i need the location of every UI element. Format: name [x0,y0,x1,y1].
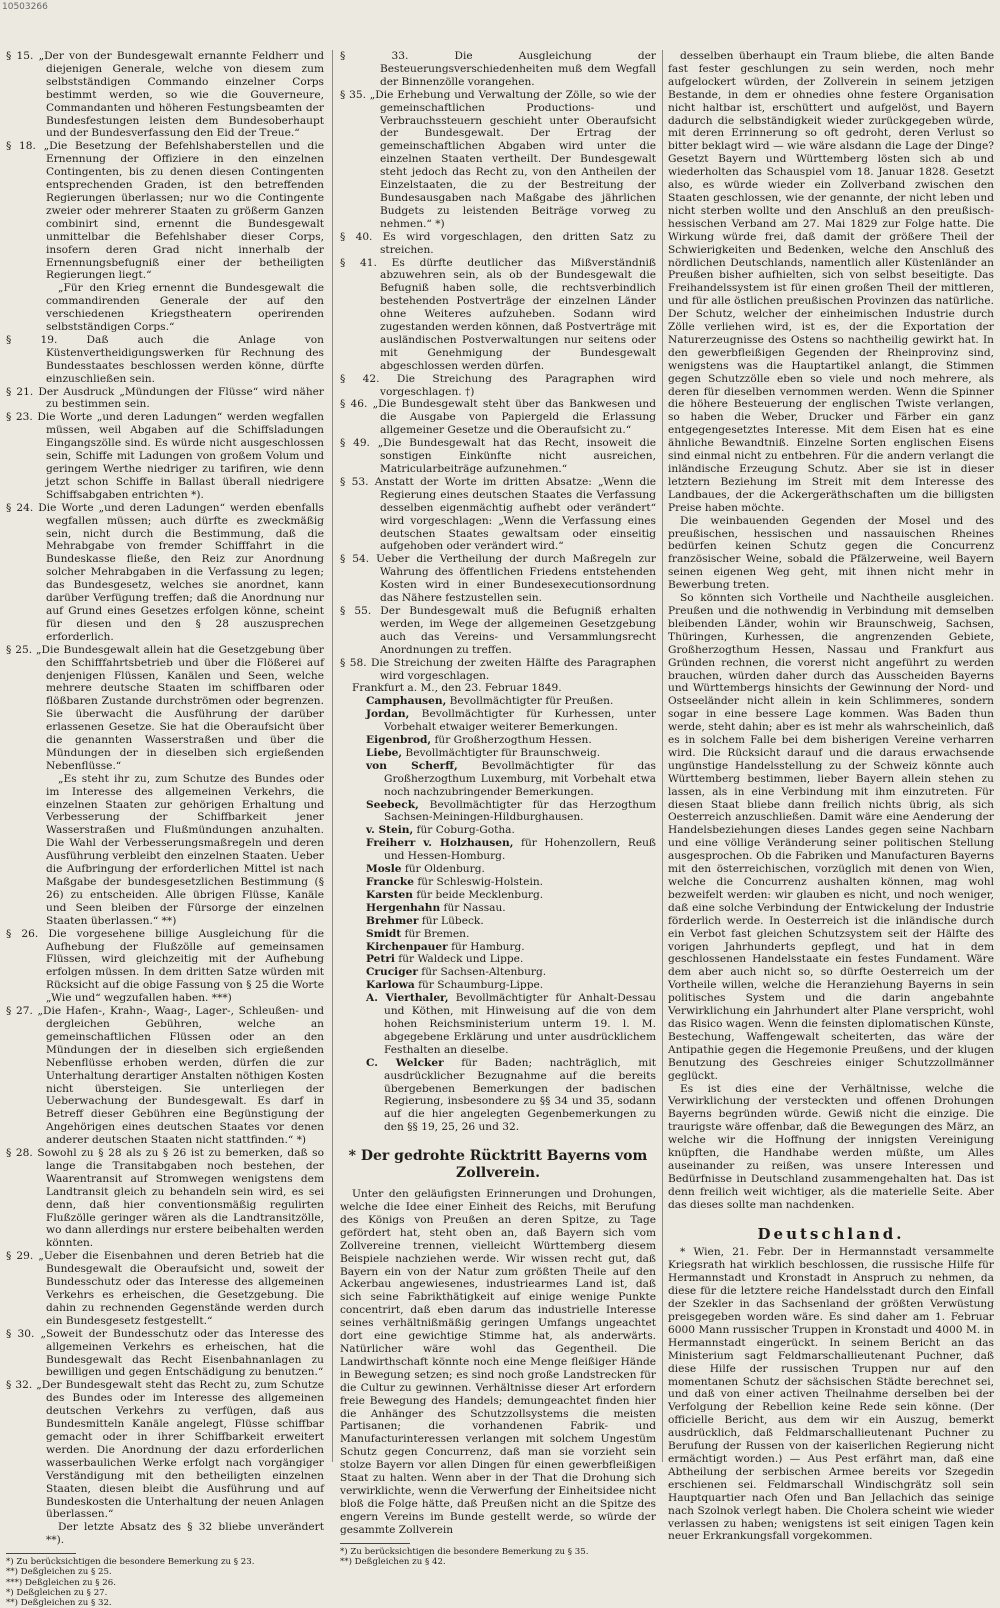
signature: Liebe, Bevollmächtigter für Braunschweig. [366,746,601,759]
signature: Francke für Schleswig-Holstein. [366,876,544,888]
signatory-name: Cruciger [366,966,418,979]
signature: Kirchenpauer für Hamburg. [366,940,525,953]
signatory-name: Camphausen, [366,695,447,708]
article-paragraph: So könnten sich Vortheile und Nachtheile ausgleichen. Preußen und die nothwendig in Verbindung mit demselben bleibenden Länder, wohin wir Braunschweig, Sachsen, Thüringen, Kurhessen, die angrenzenden Gebiete, Großherzogthum Hessen, Nassau und Frankfurt aus Gründen rechnen, die vorerst nicht angeführt zu werden brauchen, würden daher durch das Ausscheiden Bayerns und Württembergs hinsichts der Gewinnung der Nord- und Ostseeländer nicht allein in kein Schlimmeres, sondern sogar in eine bessere Lage kommen. Was Baden thun werde, steht dahin; aber es ist mehr als wahrscheinlich, daß es in solchem Falle bei dem bisherigen Vereine verharren wird. Die Rücksicht darauf und die daraus erwachsende ungünstige Handelsstellung zu der Schweiz könnte auch Württemberg bestimmen, lieber Bayern allein stehen zu lassen, als in eine Verbindung mit ihm einzutreten. Für diesen Staat bliebe dann freilich nichts übrig, als sich Oesterreich anzuschließen. Damit wäre eine Aenderung der Handelsbeziehungen dieses Landes gegen seine Nachbarn und eine völlige Veränderung seiner politischen Stellung ausgesprochen. Ob die Fabriken und Manufacturen Bayerns mit den österreichischen, vorzüglich mit denen von Wien, welche die Concurrenz aushalten können, mag wohl bezweifelt werden: wir glauben es nicht, und noch weniger, daß eine solche Verbindung der Entwickelung der Industrie förderlich werde. In Oesterreich ist die inländische durch ein Verbot fast gleichen Schutzsystem seit der Hälfte des vorigen Jahrhunderts gepflegt, und hat in dem geschlossenen Handelsstaate ein festes Fundament. Wäre dem aber auch nicht so, so dürfte Oesterreich um der Vortheile willen, welche die Heranziehung Bayerns in sein politisches System und die darin angebahnte Verwirklichung ein Jahrhundert alter Plane verspricht, wohl das Risico wagen. Wenn die feinsten diplomatischen Künste, Bestechung, Waffengewalt scheiterten, das wäre der Antipathie gegen die Hegemonie Preußens, und der klugen Benutzung des Geschreies einiger Schutzzollmänner geglückt. [668,592,994,1082]
section-paragraph: § 33. Die Ausgleichung der Besteuerungsverschiedenheiten muß dem Wegfall der Binnenzölle vorangehen. [340,50,656,88]
section-paragraph: § 32. „Der Bundesgewalt steht das Recht zu, zum Schutze des Bundes oder im Interesse des allgemeinen deutschen Verkehrs zu verfügen, daß aus Bundesmitteln Kanäle angelegt, Flüsse schiffbar gemacht oder in ihrer Schiffbarkeit erweitert werden. Die Anordnung der dazu erforderlichen wasserbaulichen Werke erfolgt nach vorgängiger Verständigung mit den betheiligten einzelnen Staaten, diesen bleibt die Ausführung und auf Bundeskosten die Unterhaltung der neuen Anlagen überlassen.“ [6,1379,324,1521]
signature: Karlowa für Schaumburg-Lippe. [366,979,544,992]
section-paragraph: § 23. Die Worte „und deren Ladungen“ werden wegfallen müssen, weil Abgaben auf die Schiffsladungen Eingangszölle sind. Es würde nicht ausgeschlossen sein, Schiffe mit Ladungen von großem Volum und geringem Werthe niedriger zu tarifiren, wie denn jetzt schon Schiffe in Ballast überall niedrigere Schiffsabgaben entrichten *). [6,411,324,501]
signatory-name: Petri [366,953,395,966]
signature: Smidt für Bremen. [366,927,470,940]
article-title: * Der gedrohte Rücktritt Bayerns vom Zollverein. [348,1148,648,1182]
column-left [6,50,324,1608]
footnote: *) Zu berücksichtigen die besondere Bemerkung zu § 35. [340,1546,589,1557]
section-paragraph: § 30. „Soweit der Bundesschutz oder das Interesse des allgemeinen Verkehrs es erheischen, hat die Bundesgewalt das Recht Eisenbahnanlagen zu bewilligen und gegen Entschädigung zu benutzen.“ [6,1327,324,1379]
signatory-name: Hergenhahn [366,901,441,914]
article-paragraph: desselben überhaupt ein Traum bliebe, die alten Bande fast fester geschlungen zu sein werden, noch mehr aufgelockert würden, der Zollverein in seinem jetzigen Bestande, in dem er ohnedies ohne festere Organisation nicht haltbar ist, erschüttert und aufgelöst, und Bayern dadurch die selbständigkeit wieder zurückgegeben würde, mit deren Errinnerung so oft gedroht, deren Verlust so bitter beklagt wird — wie wäre alsdann die Lage der Dinge? Gesetzt Bayern und Württemberg lösten sich ab und wiederholten das Schauspiel vom 18. Januar 1828. Gesetzt also, es würde wieder ein Zollverband zwischen den Staaten geschlossen, wie der genannte, der nicht leben und nicht sterben wollte und den Anschluß an den preußisch-hessischen Verband am 27. Mai 1829 zur Folge hatte. Die Wirkung würde frei, daß damit der größere Theil der Schwierigkeiten und Bedenken, welche den Anschluß des nördlichen Deutschlands, namentlich aller Küstenländer an Preußen bisher aufhielten, sich von selbst beseitigte. Das Freihandelssystem ist für einen großen Theil der mittleren, und für alle östlichen preußischen Provinzen das natürliche. Der Schutz, welcher der einheimischen Industrie durch Zölle verliehen wird, ist es, der die Exportation der Naturerzeugnisse des Ostens so nachtheilig gewirkt hat. In den gewerbfleißigen Gegenden der Rheinprovinz sind, wenigstens was die Hauptartikel anlangt, die Stimmen gegen Schutzzölle eben so viele und noch mehrere, als deren für dieselben vernommen werden. Wenn die Spinner die höhere Besteuerung der englischen Twiste verlangen, so haben die Weber, Drucker und Färber ein ganz entgegengesetztes Interesse. Mit dem Eisen hat es eine ähnliche Bewandtniß. Einzelne Sorten englischen Eisens sind einmal nicht zu entbehren. Für die andern verlangt die inländische Erzeugung Schutz. Aber sie ist in dieser letztern Beziehung im Streit mit dem Interesse des Landbaues, der die Ackergeräthschaften um die billigsten Preise haben möchte. [668,50,994,514]
signatory-name: Smidt [366,927,402,940]
footnote-rule [6,1553,76,1554]
section-paragraph: § 42. Die Streichung des Paragraphen wird vorgeschlagen. †) [340,372,656,398]
signature: Eigenbrod, für Großherzogthum Hessen. [366,734,592,747]
signature: C. Welcker für Baden; nachträglich, mit ausdrücklicher Bezugnahme auf die bereits übergebenen Bemerkungen der badischen Regierung, insbesondere zu §§ 34 und 35, sodann auf die hier angelegten Gegenbemerkungen zu den §§ 19, 25, 26 und 32. [366,1056,657,1134]
section-paragraph: § 26. Die vorgesehene billige Ausgleichung für die Aufhebung der Flußzölle auf gemeinsamen Flüssen, wird gleichzeitig mit der Aufhebung erfolgen müssen. In dem dritten Satze würden mit Rücksicht auf die obige Fassung von § 25 die Worte „Wie und“ wegzufallen haben. ***) [6,927,324,1005]
section-paragraph: § 15. „Der von der Bundesgewalt ernannte Feldherr und diejenigen Generale, welche von diesem zum selbstständigen Commando einzelner Corps bestimmt werden, so wie die Gouverneure, Commandanten und höheren Festungsbeamten der Bundesfestungen leisten dem Bundesoberhaupt und der Bundesverfassung den Eid der Treue.“ [6,50,324,140]
section-paragraph: § 54. Ueber die Vertheilung der durch Maßregeln zur Wahrung des öffentlichen Friedens entstehenden Kosten wird in einer Bundesexecutionsordnung das Nähere festzustellen sein. [340,553,656,605]
section-paragraph: § 46. „Die Bundesgewalt steht über das Bankwesen und die Ausgabe von Papiergeld die Erlassung allgemeiner Gesetze und die Oberaufsicht zu.“ [340,398,656,437]
signature: Brehmer für Lübeck. [366,914,484,927]
section-paragraph: § 27. „Die Hafen-, Krahn-, Waag-, Lager-, Schleußen- und dergleichen Gebühren, welche an gemeinschaftlichen Flüssen oder an den Mündungen der in dieselben sich ergießenden Nebenflüsse erhoben werden, dürfen die zur Unterhaltung derartiger Anstalten nöthigen Kosten nicht übersteigen. Sie unterliegen der Ueberwachung der Bundesgewalt. Es darf in Betreff dieser Gebühren eine Begünstigung der Angehörigen eines deutschen Staates vor denen anderer deutschen Staaten nicht stattfinden.“ *) [6,1005,324,1147]
article-paragraph: Die weinbauenden Gegenden der Mosel und des preußischen, hessischen und nassauischen Rheines bedürfen keinen Schutz gegen die Concurrenz französischer Weine, sobald die Pfälzerweine, weil Bayern seinen eigenen Weg geht, mit ihnen nicht mehr in Bewerbung treten. [668,514,994,592]
footnote: *) Deßgleichen zu § 27. [6,1587,108,1598]
signatory-name: Karlowa [366,979,415,992]
signatory-name: A. Vierthaler, [366,992,449,1005]
column-right [668,50,994,1543]
footnote: *) Zu berücksichtigen die besondere Bemerkung zu § 23. [6,1557,255,1568]
section-paragraph: § 55. Der Bundesgewalt muß die Befugniß erhalten werden, im Wege der allgemeinen Gesetzgebung auch das Vereins- und Versammlungsrecht Anordnungen zu treffen. [340,604,656,656]
section-paragraph: § 19. Daß auch die Anlage von Küstenvertheidigungswerken für Rechnung des Bundesstaates beschlossen werden könne, dürfte einzuschließen sein. [6,333,324,385]
signatory-name: Karsten [366,888,413,901]
section-paragraph: § 29. „Ueber die Eisenbahnen und deren Betrieb hat die Bundesgewalt die Oberaufsicht und, soweit der Bundesschutz oder das Interesse des allgemeinen Verkehrs es erheischen, die Gesetzgebung. Die dahin zu rechnenden Gegenstände werden durch ein Bundesgesetz festgestellt.“ [6,1250,324,1327]
section-paragraph: „Für den Krieg ernennt die Bundesgewalt die commandirenden Generale der auf den verschiedenen Kriegstheatern operirenden selbstständigen Corps.“ [46,282,324,334]
column-rule-left [332,50,333,1462]
section-paragraph: § 28. Sowohl zu § 28 als zu § 26 ist zu bemerken, daß so lange die Transitabgaben noch bestehen, der Waarentransit auf Stromwegen wenigstens dem Landtransit gleich zu behandeln sein wird, es sei denn, daß hier conventionsmäßig regulirten Flußzölle geringer wären als die Landtransitzölle, wo dann allerdings nur erstere beibehalten werden könnten. [6,1147,324,1250]
news-item: * Wien, 21. Febr. Der in Hermannstadt versammelte Kriegsrath hat wirklich beschlossen, die russische Hilfe für Hermannstadt und Kronstadt in Anspruch zu nehmen, da diese für die letztere reiche Handelsstadt durch den Einfall der Szekler in das Sachsenland der größten Verwüstung preisgegeben worden wäre. Es sind daher am 1. Februar 6000 Mann russischer Truppen in Kronstadt und 4000 M. in Hermannstadt eingerückt. In seinem Bericht an das Ministerium sagt Feldmarschallieutenant Puchner, daß diese Hilfe der russischen Truppen nur auf den momentanen Schutz der sächsischen Städte berechnet sei, und daß von einer activen Theilnahme derselben bei der Verfolgung der Rebellion keine Rede sein könne. (Der officielle Bericht, aus dem wir ein Auszug, bemerkt ausdrücklich, daß Feldmarschallieutenant Puchner zu Berufung der Russen von der kaiserlichen Regierung nicht ermächtigt worden.) — Aus Pest erfährt man, daß eine Abtheilung der serbischen Armee bereits vor Szegedin erschienen sei. Feldmarschall Windischgrätz soll sein Hauptquartier nach Ofen und Ban Jellachich das seinige nach Szolnok verlegt haben. Die Cholera scheint wie wieder verlassen zu haben; wenigstens ist seit einigen Tagen kein neuer Erkrankungsfall vorgekommen. [668,1246,994,1543]
signatory-name: Jordan, [366,708,410,721]
page-id: 10503266 [2,2,48,12]
signature: Seebeck, Bevollmächtigter für das Herzogthum Sachsen-Meiningen-Hildburghausen. [366,798,656,824]
footnote-rule [340,1543,410,1544]
footnote: **) Deßgleichen zu § 25. [6,1567,112,1578]
section-paragraph: „Es steht ihr zu, zum Schutze des Bundes oder im Interesse des allgemeinen Verkehrs, die einzelnen Staaten zur gehörigen Erhaltung und Verbesserung der Schiffbarkeit jener Wasserstraßen und Flußmündungen anzuhalten. Die Wahl der Verbesserungsmaßregeln und deren Ausführung verbleibt den einzelnen Staaten. Ueber die Aufbringung der erforderlichen Mittel ist nach Maßgabe der bundesgesetzlichen Bestimmung (§ 26) zu entscheiden. Alle übrigen Flüsse, Kanäle und Seen bleiben der Fürsorge der einzelnen Staaten überlassen.“ **) [46,772,324,927]
signature: Hergenhahn für Nassau. [366,901,506,914]
signature: Freiherr v. Holzhausen, für Hohenzollern, Reuß und Hessen-Homburg. [366,837,656,863]
footnote: **) Deßgleichen zu § 42. [340,1556,446,1567]
signatory-name: Mosle [366,863,402,876]
signatory-name: Francke [366,876,415,888]
section-heading: Deutschland. [757,1224,905,1243]
dateline: Frankfurt a. M., den 23. Februar 1849. [352,682,562,695]
section-paragraph: § 58. Die Streichung der zweiten Hälfte des Paragraphen wird vorgeschlagen. [340,656,656,682]
signatory-name: von Scherff, [366,759,458,772]
column-middle [340,50,657,1567]
article-paragraph: Unter den geläufigsten Erinnerungen und Drohungen, welche die Idee einer Einheit des Reichs, mit Berufung des Königs von Preußen an deren Spitze, zu Tage gefördert hat, steht oben an, daß Bayern sich vom Zollvereine trennen, vielleicht Württemberg diesem Beispiele nachziehen werde. Wir wissen recht gut, daß Bayern ein von der Natur zum größten Theile auf den Ackerbau angewiesenes, industriearmes Land ist, daß sich seine Fabrikthätigkeit auf einige wenige Punkte concentrirt, daß eben darum das industrielle Interesse seines verhältnißmäßig geringen Umfangs ungeachtet dort eine gewichtige Stimme hat, als anderwärts. Natürlicher wäre wohl das Gegentheil. Die Landwirthschaft könnte noch eine Menge fleißiger Hände in Bewegung setzen; es sind noch große Landstrecken für die Cultur zu gewinnen. Verhältnisse dieser Art erfordern freie Bewegung des Handels; demungeachtet finden hier die Anhänger des Schutzzollsystems die meisten Partisanen; die vorhandenen Fabrik- und Manufacturinteressen verlangen mit solchem Ungestüm Schutz gegen Concurrenz, daß man sie vorzieht sein stolze Bayern vor allen Dingen für einen gewerbfleißigen Staat zu halten. Wenn aber in der That die Drohung sich verwirklichte, wenn die Verwerfung der Einheitsidee nicht bloß die Folge hätte, daß Preußen nicht an die Spitze des engern Vereins im Bunde gestellt werde, so würde der gesammte Zollverein [340,1188,656,1536]
section-paragraph: § 35. „Die Erhebung und Verwaltung der Zölle, so wie der gemeinschaftlichen Productions- und Verbrauchssteuern geschieht unter Oberaufsicht der Bundesgewalt. Der Ertrag der gemeinschaftlichen Abgaben wird unter die einzelnen Staaten vertheilt. Der Bundesgewalt steht jedoch das Recht zu, von den Antheilen der Einzelstaaten, die zu der Bestreitung der Bundesausgaben nach Maßgabe des jährlichen Budgets zu leistenden Beiträge vorweg zu nehmen.“ *) [340,88,656,230]
signatory-name: Kirchenpauer [366,940,448,953]
signatory-name: Liebe, [366,746,403,759]
signatory-name: Seebeck, [366,798,419,811]
signature: A. Vierthaler, Bevollmächtigter für Anhalt-Dessau und Köthen, mit Hinweisung auf die von dem hohen Reichsministerium unterm 19. l. M. abgegebene Erklärung und unter ausdrücklichem Festhalten an dieselbe. [366,992,656,1056]
signatory-name: Eigenbrod, [366,734,432,747]
signatory-name: C. Welcker [366,1056,444,1069]
section-paragraph: § 25. „Die Bundesgewalt allein hat die Gesetzgebung über den Schifffahrtsbetrieb und über die Flößerei auf denjenigen Flüssen, Kanälen und Seen, welche mehrere deutsche Staaten im schiffbaren oder flößbaren Zustande durchströmen oder begrenzen. Sie überwacht die Ausführung der darüber erlassenen Gesetze. Sie hat die Oberaufsicht über die genannten Wasserstraßen und über die Mündungen der in dieselben sich ergießenden Nebenflüsse.“ [6,643,324,772]
column-rule-right [662,50,663,1462]
signatory-name: Brehmer [366,914,419,927]
signature: Cruciger für Sachsen-Altenburg. [366,966,547,979]
section-paragraph: § 21. Der Ausdruck „Mündungen der Flüsse“ wird näher zu bestimmen sein. [6,385,324,411]
section-paragraph: § 18. „Die Besetzung der Befehlshaberstellen und die Ernennung der Offiziere in den einzelnen Contingenten, bis zu denen diesen Contingenten entsprechenden Graden, ist den betreffenden Regierungen überlassen; nur wo die Contingente zweier oder mehrerer Staaten zu größerm Ganzen combinirt sind, ernennt die Bundesgewalt unmittelbar die Befehlshaber dieser Corps, insofern deren Grad nicht innerhalb der Ernennungsbefugniß einer der betheiligten Regierungen liegt.“ [6,140,324,282]
section-paragraph: § 49. „Die Bundesgewalt hat das Recht, insoweit die sonstigen Einkünfte nicht ausreichen, Matricularbeiträge aufzunehmen.“ [340,437,656,475]
section-paragraph: § 41. Es dürfte deutlicher das Mißverständniß abzuwehren sein, als ob der Bundesgewalt die Befugniß haben solle, die rechtsverbindlich bestehenden Postverträge der einzelnen Länder ohne Weiteres aufzuheben. Sodann wird zugestanden werden können, daß Postverträge mit ausländischen Postverwaltungen nur seitens oder mit Genehmigung der Bundesgewalt abgeschlossen werden dürfen. [340,256,656,372]
section-paragraph: § 24. Die Worte „und deren Ladungen“ werden ebenfalls wegfallen müssen; auch dürfte es zweckmäßig sein, nicht durch die Bestimmung, daß die Mehrabgabe von fremder Schifffahrt in die Bundeskasse fließe, den Reiz zur Anordnung solcher Mehrabgaben in die Verfassung zu legen; das Bundesgesetz, welches sie anordnet, kann darüber Verfügung treffen; daß die Anordnung nur auf Grund eines Gesetzes erfolgen könne, scheint für diesen und den § 28 auszusprechen erforderlich. [6,501,324,643]
signature: Mosle für Oldenburg. [366,863,485,876]
signature: v. Stein, für Coburg-Gotha. [366,824,515,837]
footnote: **) Deßgleichen zu § 32. [6,1597,112,1608]
section-paragraph: § 40. Es wird vorgeschlagen, den dritten Satz zu streichen. [340,230,656,256]
signature: Jordan, Bevollmächtigter für Kurhessen, unter Vorbehalt etwaiger weiterer Bemerkungen. [366,708,656,734]
signature: Petri für Waldeck und Lippe. [366,953,524,966]
section-paragraph: § 53. Anstatt der Worte im dritten Absatze: „Wenn die Regierung eines deutschen Staates die Verfassung desselben eigenmächtig aufhebt oder verändert“ wird vorgeschlagen: „Wenn die Verfassung eines deutschen Staates gewaltsam oder einseitig aufgehoben oder verändert wird.“ [340,475,656,553]
signatory-name: v. Stein, [366,824,414,837]
section-paragraph: Der letzte Absatz des § 32 bliebe unverändert **). [46,1521,324,1547]
signature: Camphausen, Bevollmächtigter für Preußen. [366,695,614,708]
signatory-name: Freiherr v. Holzhausen, [366,837,514,850]
footnote: ***) Deßgleichen zu § 26. [6,1577,116,1588]
article-paragraph: Es ist dies eine der Verhältnisse, welche die Verwirklichung der versteckten und offenen Drohungen Bayerns begründen würde. Gewiß nicht die einzige. Die traurigste wäre offenbar, daß die Bewegungen des März, an welche wir die Hoffnung der innigsten Vereinigung knüpften, die Handhabe werden müßte, um Alles auseinander zu reißen, was unsere Interessen und Bedürfnisse in Deutschland zusammengehalten hat. Das ist denn freilich weit wichtiger, als die materielle Seite. Aber das dieses sollte man nachdenken. [668,1082,994,1211]
signature: von Scherff, Bevollmächtigter für das Großherzogthum Luxemburg, mit Vorbehalt etwa noch nachzubringender Bemerkungen. [366,759,656,798]
signature: Karsten für beide Mecklenburg. [366,888,544,901]
